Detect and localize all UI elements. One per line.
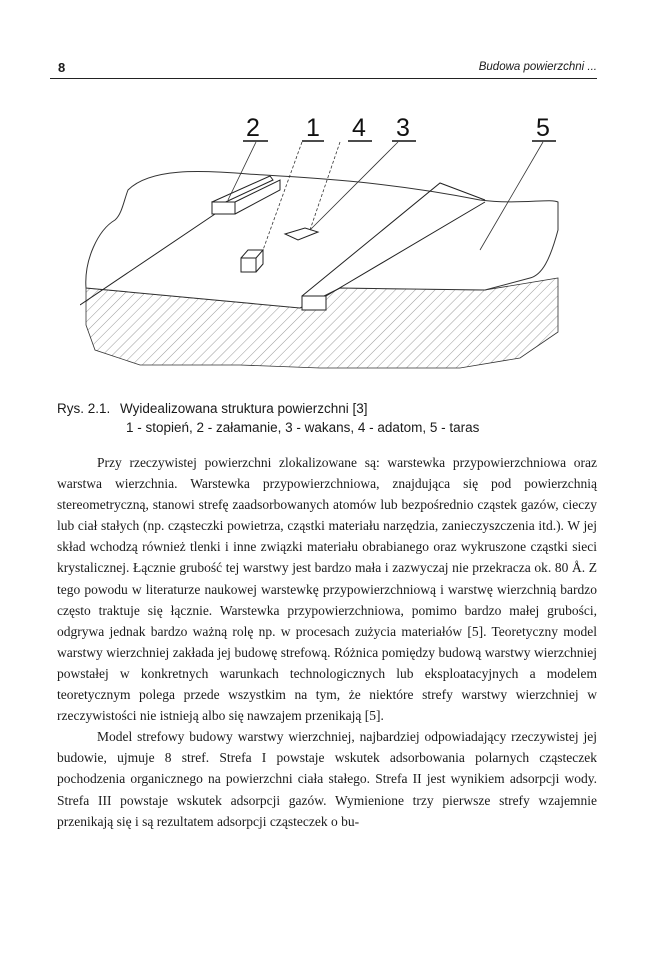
callout-label: 2	[246, 114, 260, 142]
step-right-box	[302, 296, 326, 310]
caption-legend: 1 - stopień, 2 - załamanie, 3 - wakans, 4 - adatom, 5 - taras	[126, 420, 480, 435]
caption-label: Rys. 2.1.	[57, 401, 111, 416]
callout-label: 4	[352, 114, 366, 142]
kink-box	[212, 202, 235, 214]
caption-title: Wyidealizowana struktura powierzchni [3]	[120, 401, 368, 416]
page-number: 8	[58, 60, 66, 75]
figure-caption	[57, 399, 597, 437]
running-title: Budowa powierzchni ...	[478, 61, 597, 73]
adatom-cube	[241, 258, 256, 272]
callout-label: 5	[536, 114, 550, 142]
surface-diagram	[80, 110, 580, 380]
surface-structure-figure	[80, 110, 580, 380]
page-header	[50, 60, 597, 79]
paragraph: Model strefowy budowy warstwy wierzchniej, najbardziej odpowiadający rzeczywistej jej budowie, ujmuje 8 stref. Strefa I powstaje wskutek adsorbowania polarnych cząsteczek pochodzenia organicznego na powierzchni ciała stałego. Strefa II jest wynikiem adsorpcji wody. Strefa III powstaje wskutek adsorpcji gazów. Wymienione trzy pierwsze strefy wzajemnie przenikają się i są rezultatem adsorpcji cząsteczek o bu-	[57, 729, 597, 829]
terrace-surface-outline	[86, 171, 558, 308]
paragraph: Przy rzeczywistej powierzchni zlokalizowane są: warstewka przypowierzchniowa oraz warstwa wierzchnia. Warstewka przypowierzchniowa, znajdująca się pod powierzchnią stereometryczną, stanowi strefę zaadsorbowanych atomów lub bezpośrednio cząstek gazów, cieczy lub ciał stałych (np. cząsteczki powietrza, cząstki materiału narzędzia, zanieczyszczenia itd.). W jej skład wchodzą również tlenki i inne związki materiału obrabianego oraz wykruszone cząstki sieci krystalicznej. Łącznie grubość tej warstwy jest bardzo mała i zazwyczaj nie przekracza ok. 80 Å. Z tego powodu w literaturze naukowej warstewkę przypowierzchniową i warstwę wierzchnią bardzo często traktuje się łącznie. Warstewka przypowierzchniowa, pomimo bardzo małej grubości, odgrywa jednak bardzo ważną rolę np. w procesach zużycia materiałów [5]. Teoretyczny model warstwy wierzchniej zakłada jej budowę strefową. Różnica pomiędzy budową warstwy wierzchniej powstałej w konkretnych warunkach technologicznych lub eksploatacyjnych a modelem teoretycznym polega przede wszystkim na tym, że niektóre strefy warstwy wierzchniej w rzeczywistości nie istnieją albo się nawzajem przenikają [5].	[57, 455, 597, 724]
callout-label: 1	[306, 114, 320, 142]
callout-label: 3	[396, 114, 410, 142]
body-text	[57, 452, 597, 832]
